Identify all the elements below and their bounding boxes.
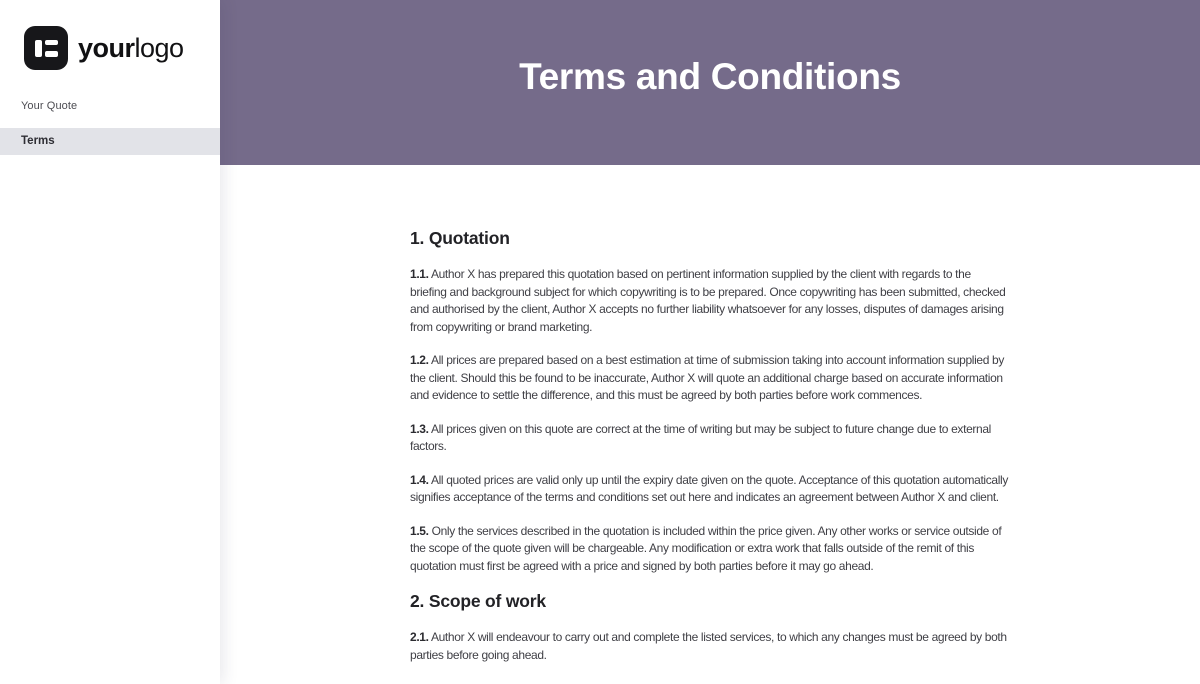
clause-number: 1.2. xyxy=(410,353,429,367)
clause-text: All prices given on this quote are correct at the time of writing but may be subject to future change due to external factors. xyxy=(410,421,992,453)
page-title: Terms and Conditions xyxy=(519,55,901,97)
section-heading: 2. Scope of work xyxy=(410,591,546,611)
clause xyxy=(410,266,1010,336)
clause-number: 1.4. xyxy=(410,472,429,487)
clause-number: 1.5. xyxy=(410,523,429,538)
clause-text: All quoted prices are valid only up until the expiry date given on the quote. Acceptance of this quotation automatically signifies acceptance of the terms and conditions set out here and indicates an agreement between Author X and client. xyxy=(410,472,1009,504)
document-content xyxy=(220,165,1200,684)
clause xyxy=(410,523,1010,576)
sidebar xyxy=(0,0,220,684)
clause-text: Only the services described in the quotation is included within the price given. Any other works or service outside of the scope of the quote given will be chargeable. Any modification or extra work that falls outside of the remit of this quotation must first be agreed with a price and signed by both parties before it may go ahead. xyxy=(410,523,1002,573)
logo-text xyxy=(78,33,184,64)
logo-icon-line xyxy=(45,51,58,57)
logo xyxy=(0,0,220,70)
clause xyxy=(410,421,1010,456)
clause-number: 1.1. xyxy=(410,267,429,281)
layout-list-logo-icon xyxy=(24,26,68,70)
page-header xyxy=(220,0,1200,165)
clause-number: 2.1. xyxy=(410,630,429,644)
sidebar-section-label: Your Quote xyxy=(21,100,78,112)
logo-text-bold: your xyxy=(78,32,135,63)
logo-text-light: logo xyxy=(134,32,184,63)
clause xyxy=(410,629,1010,664)
logo-icon-lines xyxy=(45,40,58,57)
logo-icon-bar xyxy=(35,40,42,57)
sidebar-item-terms[interactable]: Terms xyxy=(0,128,220,155)
section-heading: 1. Quotation xyxy=(410,228,510,248)
clause xyxy=(410,472,1010,507)
clause xyxy=(410,352,1010,405)
clause-text: Author X will endeavour to carry out and complete the listed services, to which any changes must be agreed by both parties before going ahead. xyxy=(410,630,1007,662)
main-area xyxy=(220,0,1200,684)
clause-text: All prices are prepared based on a best estimation at time of submission taking into account information supplied by the client. Should this be found to be inaccurate, Author X will quote an additional charge based on accurate information and evidence to settle the difference, and this must be agreed by both parties before work commences. xyxy=(410,353,1005,402)
document-column xyxy=(410,165,1010,664)
clause-text: Author X has prepared this quotation based on pertinent information supplied by the client with regards to the briefing and background subject for which copywriting is to be prepared. Once copywriting has been submitted, checked and authorised by the client, Author X accepts no further liability whatsoever for any losses, disputes of damages arising from copywriting or brand marketing. xyxy=(410,267,1006,334)
logo-icon-line xyxy=(45,40,58,46)
clause-number: 1.3. xyxy=(410,421,429,436)
section-quotation xyxy=(410,228,1010,575)
section-scope-of-work xyxy=(410,591,1010,664)
